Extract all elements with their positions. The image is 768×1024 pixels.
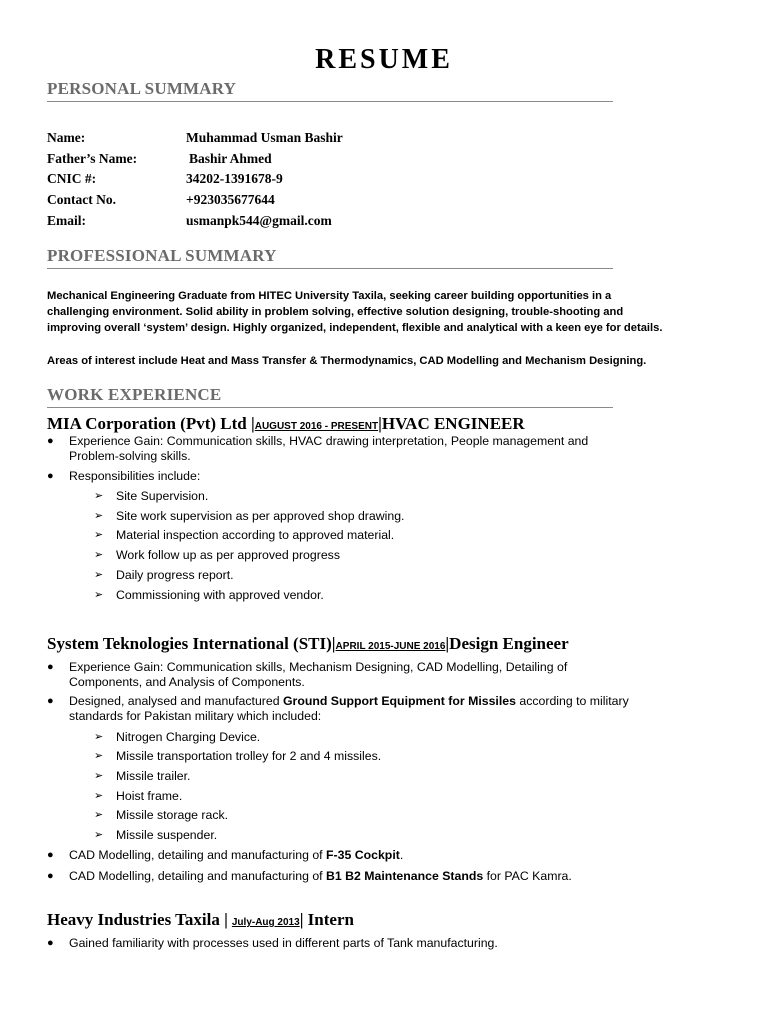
bullet-icon: ● xyxy=(47,849,54,861)
bullet-text: Experience Gain: Communication skills, Mechanism Designing, CAD Modelling, Detailing of xyxy=(69,660,568,674)
company-name: MIA Corporation (Pvt) Ltd | xyxy=(47,414,255,433)
bullet-text: Components, and Analysis of Components. xyxy=(69,675,305,689)
sub-item-text: Site Supervision. xyxy=(116,489,209,503)
sub-item-text: Daily progress report. xyxy=(116,568,234,582)
bullet-text-bold: Ground Support Equipment for Missiles xyxy=(282,694,516,708)
sub-item-text: Commissioning with approved vendor. xyxy=(116,588,324,602)
sub-item-text: Missile trailer. xyxy=(116,769,191,783)
arrow-bullet-icon: ➢ xyxy=(94,569,104,581)
sub-item-text: Work follow up as per approved progress xyxy=(116,548,340,562)
bullet-text-part: CAD Modelling, detailing and manufacturing of xyxy=(69,848,327,862)
bullet-icon: ● xyxy=(47,695,54,707)
sub-item-text: Material inspection according to approved material. xyxy=(116,528,395,542)
job-role: | Intern xyxy=(299,910,354,929)
contact-label: Contact No. xyxy=(47,192,116,207)
sub-item-text: Site work supervision as per approved shop drawing. xyxy=(116,509,405,523)
arrow-bullet-icon: ➢ xyxy=(94,809,104,821)
bullet-text-part: . xyxy=(399,848,404,862)
resume-title: RESUME xyxy=(315,44,453,75)
email-label: Email: xyxy=(47,213,86,228)
job-date: July-Aug 2013 xyxy=(231,917,300,928)
arrow-bullet-icon: ➢ xyxy=(94,490,104,502)
sub-item-text: Hoist frame. xyxy=(116,789,183,803)
bullet-text: Problem-solving skills. xyxy=(69,449,191,463)
father-label: Father’s Name: xyxy=(47,151,138,166)
arrow-bullet-icon: ➢ xyxy=(94,731,104,743)
summary-line: challenging environment. Solid ability in problem solving, effective solution designing, trouble-shooting and xyxy=(47,306,624,318)
father-value: Bashir Ahmed xyxy=(189,151,272,166)
work-experience-heading: WORK EXPERIENCE xyxy=(47,385,613,408)
job-role: |HVAC ENGINEER xyxy=(378,414,525,433)
job-title-hit xyxy=(47,910,354,930)
bullet-text-part: CAD Modelling, detailing and manufacturing of xyxy=(69,869,327,883)
bullet-icon: ● xyxy=(47,435,54,447)
bullet-text-part: Designed, analysed and manufactured xyxy=(69,694,283,708)
bullet-text-bold: B1 B2 Maintenance Stands xyxy=(326,869,484,883)
personal-summary-heading: PERSONAL SUMMARY xyxy=(47,79,613,102)
job-role: |Design Engineer xyxy=(445,634,569,653)
bullet-text xyxy=(69,694,719,709)
cnic-value: 34202-1391678-9 xyxy=(186,171,283,186)
sub-item-text: Missile storage rack. xyxy=(116,808,229,822)
company-name: Heavy Industries Taxila | xyxy=(47,910,228,929)
professional-summary-heading: PROFESSIONAL SUMMARY xyxy=(47,246,613,269)
arrow-bullet-icon: ➢ xyxy=(94,770,104,782)
job-date: AUGUST 2016 - PRESENT xyxy=(254,421,379,432)
job-title-sti xyxy=(47,634,569,654)
bullet-icon: ● xyxy=(47,870,54,882)
bullet-text-bold: F-35 Cockpit xyxy=(326,848,400,862)
arrow-bullet-icon: ➢ xyxy=(94,790,104,802)
name-value: Muhammad Usman Bashir xyxy=(186,130,343,145)
bullet-icon: ● xyxy=(47,470,54,482)
cnic-label: CNIC #: xyxy=(47,171,97,186)
bullet-text: Experience Gain: Communication skills, HVAC drawing interpretation, People management and xyxy=(69,434,589,448)
bullet-text: standards for Pakistan military which included: xyxy=(69,709,322,723)
job-title-mia xyxy=(47,414,525,434)
summary-line: improving overall ‘system’ design. Highly organized, independent, flexible and analytical with a keen eye for details. xyxy=(47,322,663,334)
arrow-bullet-icon: ➢ xyxy=(94,529,104,541)
professional-summary-text xyxy=(47,288,727,336)
bullet-icon: ● xyxy=(47,937,54,949)
email-value: usmanpk544@gmail.com xyxy=(186,213,332,228)
contact-value: +923035677644 xyxy=(186,192,275,207)
job-date: APRIL 2015-JUNE 2016 xyxy=(335,641,446,652)
summary-line: Mechanical Engineering Graduate from HITEC University Taxila, seeking career building opportunities in a xyxy=(47,290,612,302)
company-name: System Teknologies International (STI)| xyxy=(47,634,336,653)
bullet-text-part: for PAC Kamra. xyxy=(483,869,572,883)
areas-of-interest: Areas of interest include Heat and Mass Transfer & Thermodynamics, CAD Modelling and Mechanism Designing. xyxy=(47,355,647,367)
arrow-bullet-icon: ➢ xyxy=(94,510,104,522)
bullet-text: Responsibilities include: xyxy=(69,469,201,483)
arrow-bullet-icon: ➢ xyxy=(94,589,104,601)
arrow-bullet-icon: ➢ xyxy=(94,549,104,561)
bullet-text-part: according to military xyxy=(515,694,629,708)
sub-item-text: Missile suspender. xyxy=(116,828,218,842)
sub-item-text: Missile transportation trolley for 2 and 4 missiles. xyxy=(116,749,382,763)
name-label: Name: xyxy=(47,130,86,145)
arrow-bullet-icon: ➢ xyxy=(94,750,104,762)
bullet-text: Gained familiarity with processes used in different parts of Tank manufacturing. xyxy=(69,936,498,950)
arrow-bullet-icon: ➢ xyxy=(94,829,104,841)
sub-item-text: Nitrogen Charging Device. xyxy=(116,730,261,744)
bullet-icon: ● xyxy=(47,661,54,673)
